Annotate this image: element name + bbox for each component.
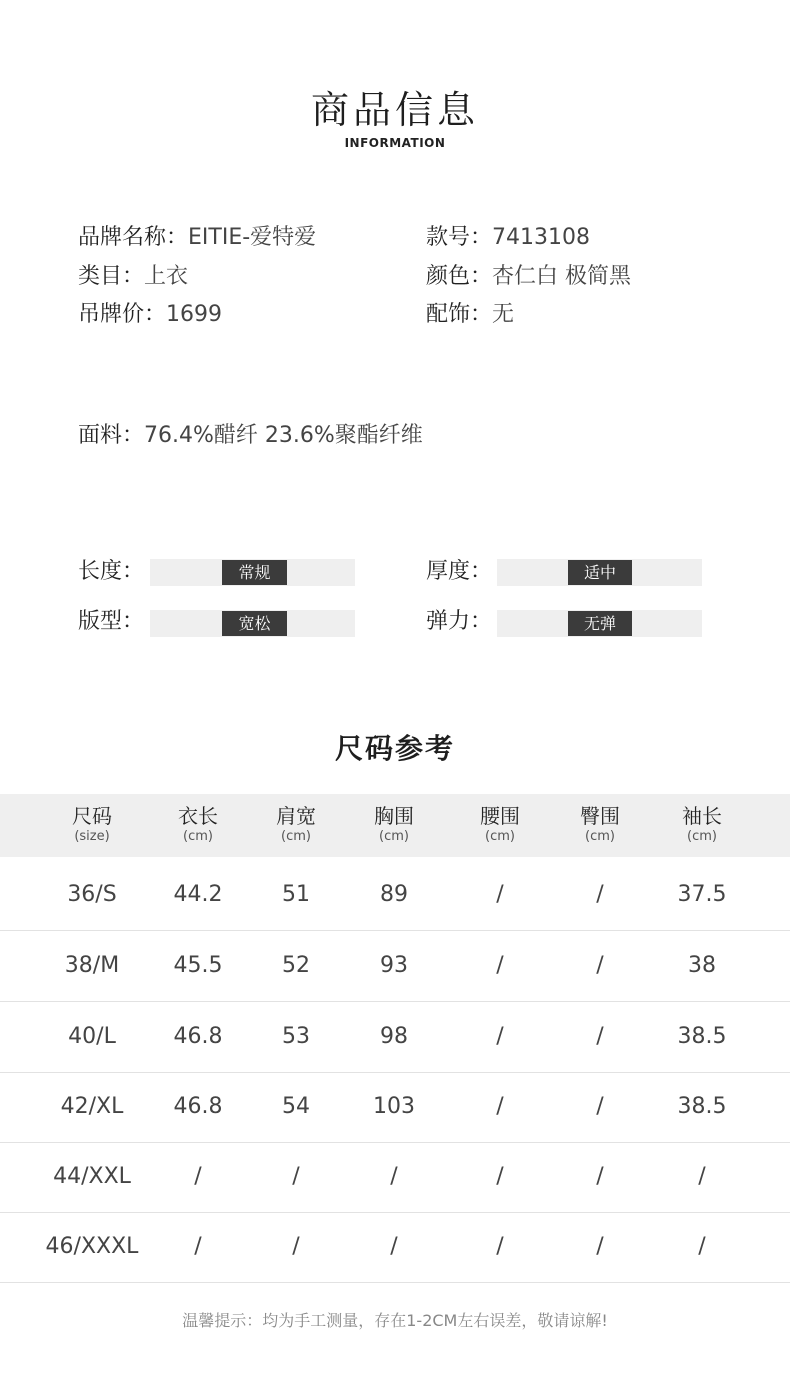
header-label: 腰围 [480, 804, 520, 828]
cell-hip: / [596, 1094, 604, 1119]
cell-sleeve: 38.5 [677, 1024, 727, 1049]
page-subtitle: INFORMATION [344, 136, 446, 150]
brand-info [78, 224, 316, 252]
cell-hip: / [596, 1234, 604, 1259]
cell-waist: / [496, 882, 504, 907]
cell-length: / [194, 1234, 202, 1259]
cell-waist: / [496, 1094, 504, 1119]
cell-chest: 103 [373, 1094, 415, 1119]
price-value: 1699 [166, 302, 223, 327]
brand-label: 品牌名称： [78, 225, 189, 250]
elasticity-scale [497, 610, 702, 637]
cell-waist: / [496, 1024, 504, 1049]
cell-sleeve: 38 [688, 953, 716, 978]
cell-size: 46/XXXL [45, 1234, 139, 1259]
table-row [0, 1072, 790, 1143]
category-label: 类目： [78, 264, 145, 289]
category-value: 上衣 [144, 264, 189, 289]
color-value: 杏仁白 极简黑 [492, 264, 632, 289]
header-sleeve [647, 803, 757, 845]
header-label: 臀围 [580, 804, 620, 828]
cell-hip: / [596, 1164, 604, 1189]
page-title: 商品信息 [310, 88, 479, 132]
table-row [0, 1142, 790, 1213]
table-row [0, 860, 790, 931]
fabric-info [78, 422, 423, 450]
cell-sleeve: 37.5 [677, 882, 727, 907]
cell-size: 42/XL [60, 1094, 124, 1119]
cell-length: / [194, 1164, 202, 1189]
brand-value: EITIE-爱特爱 [188, 225, 317, 250]
cell-length: 45.5 [173, 953, 223, 978]
accessory-info [426, 301, 514, 329]
category-info [78, 263, 188, 291]
cell-shoulder: 51 [282, 882, 310, 907]
color-label: 颜色： [426, 264, 493, 289]
header-unit: (cm) [687, 829, 717, 844]
cell-shoulder: 53 [282, 1024, 310, 1049]
cell-length: 46.8 [173, 1024, 223, 1049]
header-unit: (size) [74, 829, 110, 844]
fabric-value: 76.4%醋纤 23.6%聚酯纤维 [144, 423, 423, 448]
measurement-note: 温馨提示：均为手工测量，存在1-2CM左右误差，敬请谅解! [182, 1311, 608, 1330]
accessory-value: 无 [492, 302, 515, 327]
size-chart-title: 尺码参考 [334, 732, 455, 765]
cell-length: 44.2 [173, 882, 223, 907]
header-hip [545, 803, 655, 845]
elasticity-label: 弹力： [426, 609, 493, 634]
cell-size: 44/XXL [53, 1164, 131, 1189]
fit-label: 版型： [78, 609, 145, 634]
cell-shoulder: / [292, 1164, 300, 1189]
cell-shoulder: 52 [282, 953, 310, 978]
cell-waist: / [496, 1234, 504, 1259]
style-no-label: 款号： [426, 225, 493, 250]
cell-chest: 93 [380, 953, 408, 978]
header-unit: (cm) [585, 829, 615, 844]
cell-chest: 98 [380, 1024, 408, 1049]
header-unit: (cm) [379, 829, 409, 844]
header-waist [445, 803, 555, 845]
cell-shoulder: / [292, 1234, 300, 1259]
header-label: 胸围 [374, 804, 414, 828]
header-shoulder [241, 803, 351, 845]
header-label: 衣长 [178, 804, 218, 828]
cell-size: 40/L [68, 1024, 116, 1049]
elasticity-indicator: 无弹 [568, 611, 632, 636]
style-no-value: 7413108 [492, 225, 590, 250]
cell-chest: / [390, 1164, 398, 1189]
fit-scale [150, 610, 355, 637]
thickness-scale [497, 559, 702, 586]
thickness-label: 厚度： [426, 559, 493, 584]
cell-sleeve: / [698, 1164, 706, 1189]
table-row [0, 1002, 790, 1073]
cell-hip: / [596, 882, 604, 907]
cell-waist: / [496, 953, 504, 978]
header-chest [339, 803, 449, 845]
header-unit: (cm) [281, 829, 311, 844]
table-row [0, 931, 790, 1002]
cell-shoulder: 54 [282, 1094, 310, 1119]
cell-sleeve: 38.5 [677, 1094, 727, 1119]
style-no-info [426, 224, 590, 252]
header-label: 袖长 [682, 804, 722, 828]
color-info [426, 263, 631, 291]
fabric-label: 面料： [78, 423, 145, 448]
price-info [78, 301, 222, 329]
cell-chest: / [390, 1234, 398, 1259]
length-indicator: 常规 [222, 560, 287, 585]
length-label: 长度： [78, 559, 145, 584]
header-size [37, 803, 147, 845]
accessory-label: 配饰： [426, 302, 493, 327]
cell-waist: / [496, 1164, 504, 1189]
thickness-indicator: 适中 [568, 560, 632, 585]
header-length [143, 803, 253, 845]
cell-size: 36/S [67, 882, 117, 907]
size-table-header [0, 794, 790, 857]
length-scale [150, 559, 355, 586]
header-unit: (cm) [485, 829, 515, 844]
cell-hip: / [596, 953, 604, 978]
cell-chest: 89 [380, 882, 408, 907]
header-label: 肩宽 [276, 804, 316, 828]
cell-hip: / [596, 1024, 604, 1049]
cell-sleeve: / [698, 1234, 706, 1259]
fit-indicator: 宽松 [222, 611, 287, 636]
cell-size: 38/M [64, 953, 120, 978]
table-row [0, 1212, 790, 1283]
header-unit: (cm) [183, 829, 213, 844]
price-label: 吊牌价： [78, 302, 167, 327]
cell-length: 46.8 [173, 1094, 223, 1119]
header-label: 尺码 [72, 804, 112, 828]
section-header [0, 86, 790, 150]
